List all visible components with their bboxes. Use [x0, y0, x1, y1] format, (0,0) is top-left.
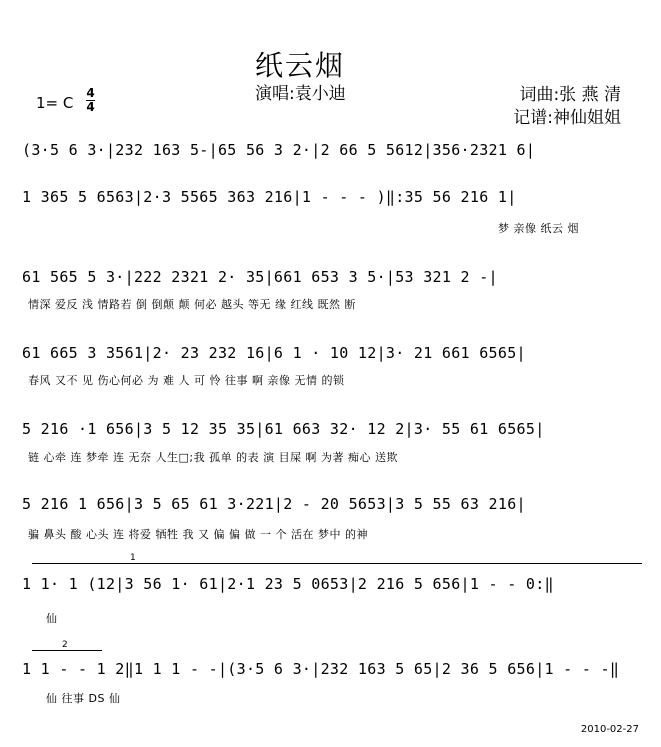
- score-line-2-notes: 1 365 5 6563|2·3 5565 363 216|1 - - - )‖:35 56 216 1|: [22, 188, 517, 206]
- score-line-4-lyrics: 春风 又不 见 伤心何必 为 难 人 可 怜 往事 啊 亲像 无情 的锁: [28, 374, 345, 387]
- volta-1-bracket: [32, 563, 642, 564]
- volta-2-bracket: [32, 650, 102, 651]
- time-signature-bottom: 4: [86, 100, 95, 114]
- song-title: 纸云烟: [255, 49, 346, 82]
- score-line-8-lyrics: 仙 往事 DS 仙: [46, 692, 121, 705]
- singer-credit: 演唱:袁小迪: [255, 84, 346, 104]
- score-line-6-notes: 5 216 1 656|3 5 65 61 3·221|2 - 20 5653|3 5 55 63 216|: [22, 495, 526, 513]
- score-line-5-lyrics: 链 心牵 连 梦牵 连 无奈 人生□;我 孤单 的表 演 目屎 啊 为著 痴心 送欺: [28, 451, 399, 464]
- score-line-8-notes: 1 1 - - 1 2‖1 1 1 - -|(3·5 6 3·|232 163 5 65|2 36 5 656|1 - - -‖: [22, 660, 620, 678]
- composer-credit: 词曲:张 燕 清: [519, 85, 621, 105]
- transcriber-credit: 记谱:神仙姐姐: [513, 108, 621, 128]
- transcription-date: 2010-02-27: [580, 724, 639, 735]
- time-signature-top: 4: [86, 86, 95, 100]
- score-line-3-lyrics: 情深 爱反 浅 情路若 倒 倒颠 颠 何必 越头 等无 缘 红线 既然 断: [28, 298, 356, 311]
- time-signature: [86, 88, 95, 113]
- score-line-6-lyrics: 骗 鼻头 酸 心头 连 将爱 牺牲 我 又 偏 偏 做 一 个 活在 梦中 的神: [28, 528, 368, 541]
- volta-2-label: 2: [62, 640, 68, 650]
- score-line-7-lyrics: 仙: [46, 612, 58, 625]
- score-line-2-lyrics: 梦 亲像 纸云 烟: [498, 222, 579, 235]
- key-signature: 1= C: [36, 94, 74, 112]
- score-line-7-notes: 1 1· 1 (12|3 56 1· 61|2·1 23 5 0653|2 216 5 656|1 - - 0:‖: [22, 575, 554, 593]
- score-line-4-notes: 61 665 3 3561|2· 23 232 16|6 1 · 10 12|3· 21 661 6565|: [22, 344, 526, 362]
- score-line-3-notes: 61 565 5 3·|222 2321 2· 35|661 653 3 5·|53 321 2 -|: [22, 268, 498, 286]
- volta-1-label: 1: [130, 553, 136, 563]
- score-line-1-notes: (3·5 6 3·|232 163 5-|65 56 3 2·|2 66 5 5612|356·2321 6|: [22, 141, 536, 159]
- score-line-5-notes: 5 216 ·1 656|3 5 12 35 35|61 663 32· 12 2|3· 55 61 6565|: [22, 420, 545, 438]
